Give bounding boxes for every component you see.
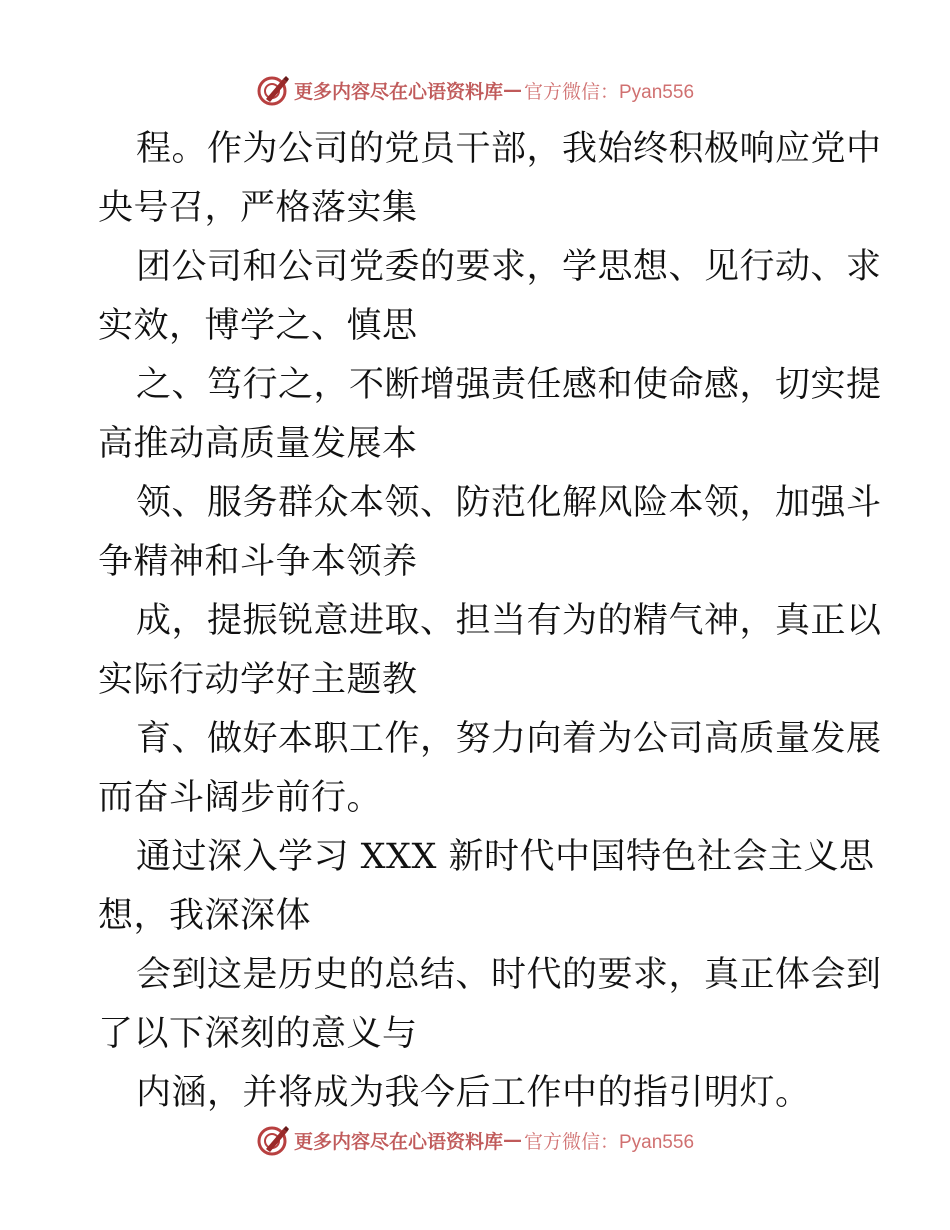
text-line: 团公司和公司党委的要求，学思想、见行动、求 — [136, 247, 882, 287]
footer-watermark — [0, 1120, 950, 1160]
text-line: 之、笃行之，不断增强责任感和使命感，切实提 — [136, 365, 882, 405]
text-line: 内涵，并将成为我今后工作中的指引明灯。 — [136, 1073, 811, 1113]
document-body — [98, 120, 882, 1123]
watermark-dash: — — [503, 79, 522, 101]
watermark-wechat: 官方微信：Pyan556 — [524, 1131, 695, 1153]
text-line: 成，提振锐意进取、担当有为的精气神，真正以 — [136, 601, 882, 641]
text-line: 领、服务群众本领、防范化解风险本领，加强斗 — [136, 483, 882, 523]
text-line: 央号召，严格落实集 — [98, 188, 418, 228]
text-line: 想，我深深体 — [98, 896, 312, 936]
watermark-wechat: 官方微信：Pyan556 — [524, 81, 695, 103]
watermark-text: 更多内容尽在心语资料库 — [293, 1130, 503, 1153]
text-line: 高推动高质量发展本 — [98, 424, 418, 464]
text-line: 了以下深刻的意义与 — [98, 1014, 418, 1054]
text-line: 通过深入学习 XXX 新时代中国特色社会主义思 — [136, 837, 875, 877]
watermark-text: 更多内容尽在心语资料库 — [293, 80, 503, 103]
header-watermark — [0, 70, 950, 110]
text-line: 育、做好本职工作，努力向着为公司高质量发展 — [136, 719, 882, 759]
pen-logo-icon — [256, 1123, 290, 1157]
text-line: 会到这是历史的总结、时代的要求，真正体会到 — [136, 955, 882, 995]
text-line: 争精神和斗争本领养 — [98, 542, 418, 582]
pen-logo-icon — [256, 73, 290, 107]
text-line: 实际行动学好主题教 — [98, 660, 418, 700]
text-line: 程。作为公司的党员干部，我始终积极响应党中 — [136, 129, 882, 169]
watermark-dash: — — [503, 1129, 522, 1151]
text-line: 而奋斗阔步前行。 — [98, 778, 383, 818]
text-line: 实效，博学之、慎思 — [98, 306, 418, 346]
